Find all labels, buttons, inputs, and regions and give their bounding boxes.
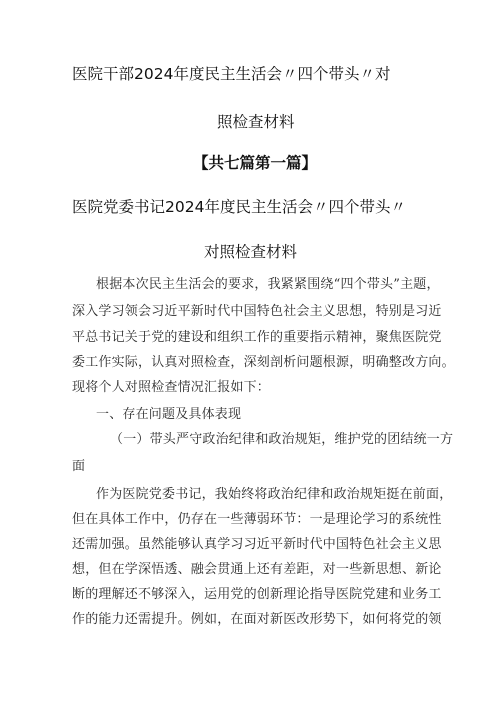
body-line: 还需加强。虽然能够认真学习习近平新时代中国特色社会主义思 [72, 537, 442, 552]
document-subtitle-line-1: 医院党委书记2024年度民主生活会〃四个带头〃 [72, 198, 406, 216]
subsection-heading: （一）带头严守政治纪律和政治规矩，维护党的团结统一方 [110, 432, 454, 447]
body-line: 平总书记关于党的建设和组织工作的重要指示精神，聚焦医院党 [72, 330, 442, 345]
body-line: 现将个人对照检查情况汇报如下： [72, 380, 271, 395]
body-line: 深入学习领会习近平新时代中国特色社会主义思想，特别是习近 [72, 304, 442, 319]
section-heading: 一、存在问题及具体表现 [96, 407, 242, 422]
body-line: 作的能力还需提升。例如，在面对新医改形势下，如何将党的领 [72, 612, 442, 627]
body-line: 委工作实际，认真对照检查，深刻剖析问题根源，明确整改方向。 [72, 355, 455, 370]
body-line: 但在具体工作中，仍存在一些薄弱环节：一是理论学习的系统性 [72, 512, 442, 527]
body-line: 断的理解还不够深入，运用党的创新理论指导医院党建和业务工 [72, 587, 442, 602]
document-title-line-1: 医院干部2024年度民主生活会〃四个带头〃对 [72, 65, 391, 83]
body-line: 作为医院党委书记，我始终将政治纪律和政治规矩挺在前面， [96, 487, 453, 502]
document-title-line-2: 照检查材料 [217, 113, 295, 131]
document-subtitle-line-2: 对照检查材料 [204, 243, 298, 261]
body-line: 想，但在学深悟透、融会贯通上还有差距，对一些新思想、新论 [72, 562, 442, 577]
subsection-heading-continued: 面 [72, 459, 86, 474]
body-line: 根据本次民主生活会的要求，我紧紧围绕“四个带头”主题， [96, 277, 440, 292]
collection-label: 【共七篇第一篇】 [193, 154, 318, 172]
